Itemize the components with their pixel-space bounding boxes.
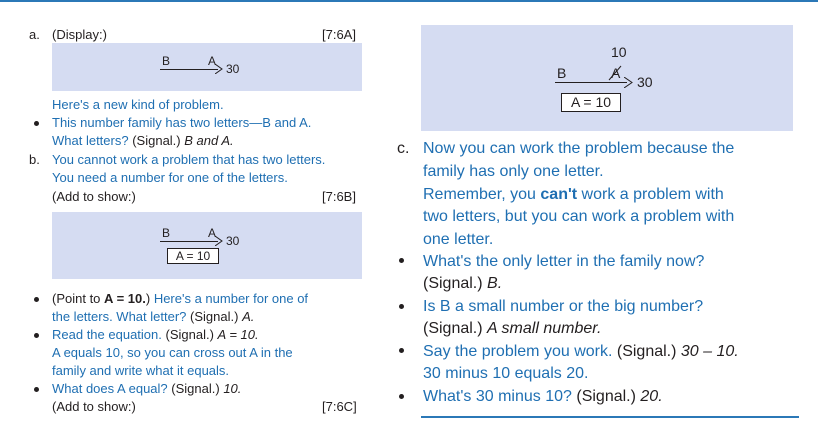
section-b-bullet2: Read the equation. (Signal.) A = 10. bbox=[52, 327, 259, 342]
section-c-label: c. bbox=[397, 140, 410, 157]
family-total: 30 bbox=[226, 234, 240, 248]
section-b-add-show: (Add to show:) bbox=[52, 189, 136, 204]
section-b-bullet1-line2: the letters. What letter? (Signal.) A. bbox=[52, 309, 255, 324]
family-letter-b: B bbox=[162, 226, 171, 240]
bullet-dot bbox=[399, 348, 404, 353]
bullet-dot bbox=[34, 297, 39, 302]
arrow-right-icon bbox=[215, 236, 223, 246]
family-letter-a-crossed: A bbox=[611, 65, 621, 81]
bullet-dot bbox=[34, 121, 39, 126]
section-c-bullet2-text: Is B a small number or the big number? bbox=[423, 298, 704, 315]
display-box-a bbox=[52, 43, 362, 91]
bullet-dot bbox=[34, 387, 39, 392]
family-letter-a: A bbox=[208, 226, 217, 240]
section-c-bullet2-answer: (Signal.) A small number. bbox=[423, 320, 602, 337]
section-a-bullet1-line1: This number family has two letters—B and A. bbox=[52, 115, 312, 130]
family-letter-b: B bbox=[557, 65, 567, 81]
section-c-line1: Now you can work the problem because the bbox=[423, 140, 735, 157]
section-a-label: a. bbox=[29, 27, 40, 42]
replacement-number: 10 bbox=[611, 44, 627, 60]
display-box-b bbox=[52, 212, 362, 279]
family-total: 30 bbox=[637, 74, 653, 90]
section-b-add-show-2: (Add to show:) bbox=[52, 399, 136, 414]
section-c-bullet4: What's 30 minus 10? (Signal.) 20. bbox=[423, 388, 663, 405]
section-c-bullet3: Say the problem you work. (Signal.) 30 – 10. bbox=[423, 343, 739, 360]
section-c-bullet1-answer: (Signal.) B. bbox=[423, 275, 503, 292]
section-b-line2: You need a number for one of the letters. bbox=[52, 170, 288, 185]
section-c-line3: Remember, you can't work a problem with bbox=[423, 186, 724, 203]
section-b-ref-2: [7:6C] bbox=[322, 399, 357, 414]
section-c-line2: family has only one letter. bbox=[423, 163, 604, 180]
bullet-dot bbox=[399, 304, 404, 309]
section-b-line4: family and write what it equals. bbox=[52, 363, 230, 378]
section-c-line4: two letters, but you can work a problem with bbox=[423, 208, 735, 225]
bullet-dot bbox=[34, 333, 39, 338]
section-c-line6: 30 minus 10 equals 20. bbox=[423, 365, 589, 382]
family-letter-b: B bbox=[162, 54, 171, 68]
bullet-dot bbox=[399, 394, 404, 399]
section-a-ref: [7:6A] bbox=[322, 27, 356, 42]
family-line bbox=[160, 241, 218, 242]
family-letter-a: A bbox=[208, 54, 217, 68]
arrow-right-icon bbox=[624, 77, 633, 88]
family-line bbox=[160, 69, 218, 70]
section-b-ref: [7:6B] bbox=[322, 189, 356, 204]
section-b-bullet1-line1: (Point to A = 10.) Here's a number for one of bbox=[52, 291, 309, 306]
equation-box: A = 10 bbox=[167, 248, 219, 264]
section-a-heading: (Display:) bbox=[52, 27, 107, 42]
section-b-line3: A equals 10, so you can cross out A in the bbox=[52, 345, 293, 360]
cross-out-mark bbox=[607, 65, 623, 81]
section-c-bullet1-text: What's the only letter in the family now? bbox=[423, 253, 705, 270]
arrow-right-icon bbox=[215, 64, 223, 74]
bottom-rule bbox=[421, 416, 799, 418]
bullet-dot bbox=[399, 258, 404, 263]
section-b-label: b. bbox=[29, 152, 40, 167]
section-c-line5: one letter. bbox=[423, 231, 494, 248]
top-rule bbox=[0, 0, 818, 2]
section-a-bullet1-line2: What letters? (Signal.) B and A. bbox=[52, 133, 234, 148]
section-b-bullet3: What does A equal? (Signal.) 10. bbox=[52, 381, 242, 396]
section-b-line1: You cannot work a problem that has two letters. bbox=[52, 152, 326, 167]
section-a-line1: Here's a new kind of problem. bbox=[52, 97, 224, 112]
equation-box: A = 10 bbox=[561, 93, 621, 112]
family-line bbox=[555, 82, 627, 83]
display-box-c bbox=[421, 25, 793, 131]
family-total: 30 bbox=[226, 62, 240, 76]
